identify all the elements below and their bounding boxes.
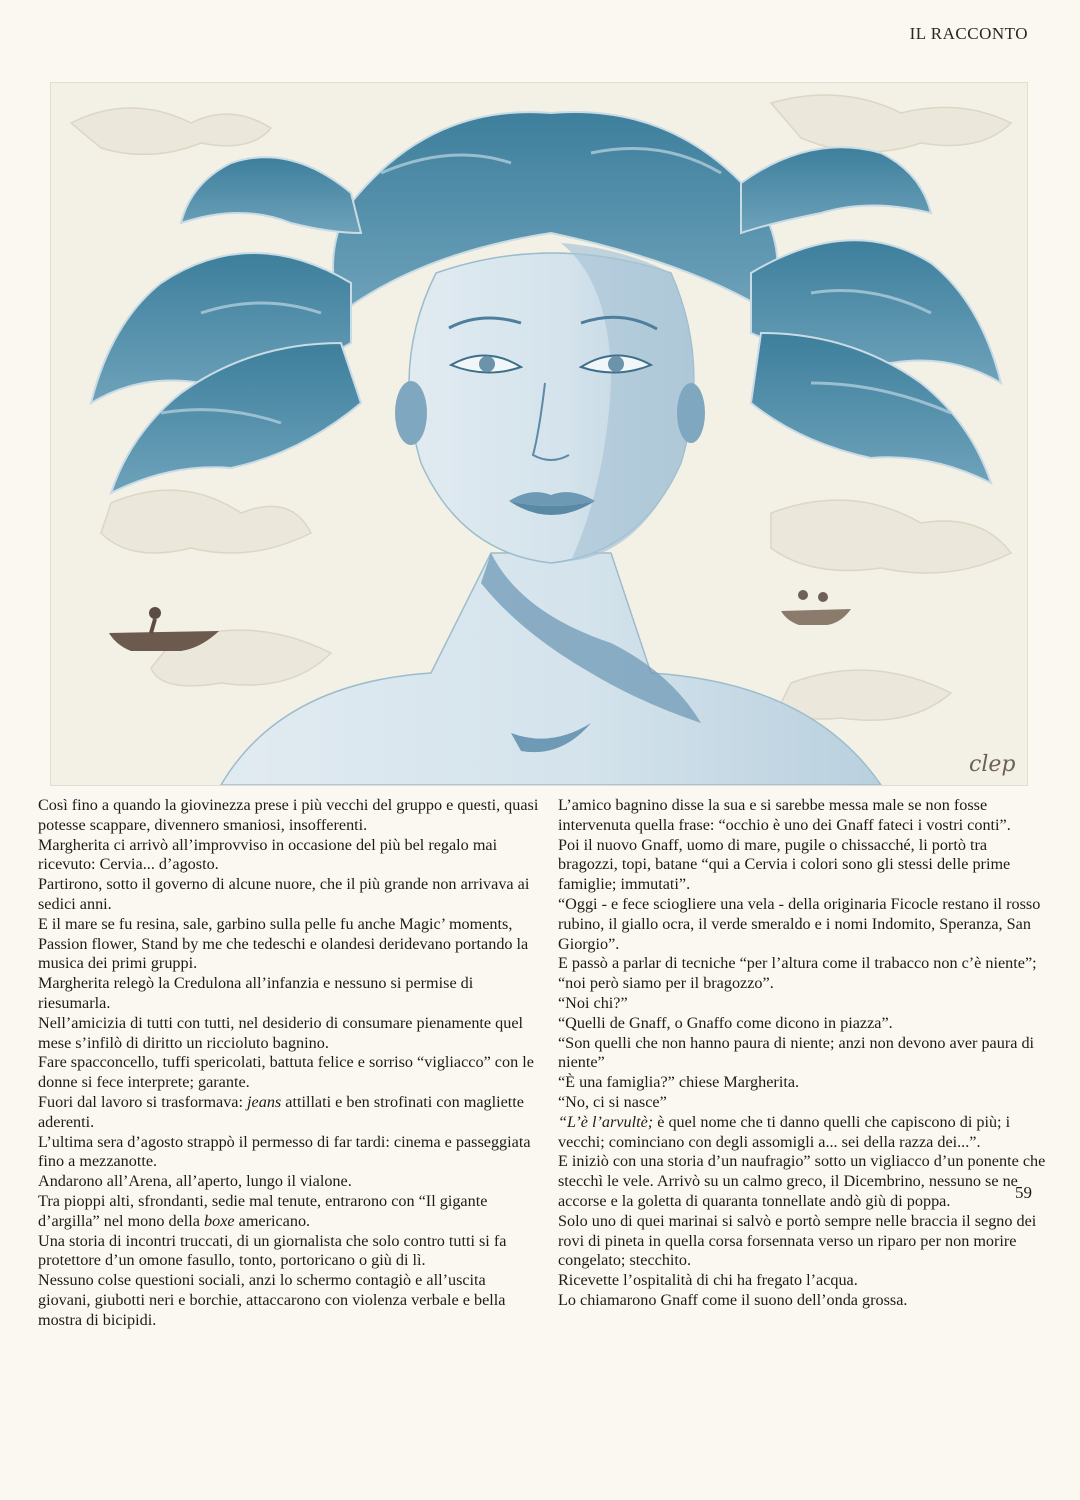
paragraph: “È una famiglia?” chiese Margherita. [558,1073,800,1092]
text-run: è quel nome che ti danno quelli che capiscono di più; i vecchi; cominciano con degli assomigli a... sei della razza dei...”. [558,1112,1011,1151]
face [395,243,705,563]
paragraph: “Oggi - e fece sciogliere una vela - della originaria Ficocle restano il rosso rubino, il giallo ocra, il verde smeraldo e i nomi Indomito, Speranza, San Giorgio”. [558,894,1041,953]
italic-word: jeans [247,1092,282,1111]
paragraph: Solo uno di quei marinai si salvò e portò sempre nelle braccia il segno dei rovi di pineta in quella corsa forsennata verso un riparo per non morire congelato; stecchito. [558,1211,1037,1270]
italic-word: boxe [204,1211,235,1230]
left-column [38,796,542,1331]
paragraph: Lo chiamarono Gnaff come il suono dell’onda grossa. [558,1290,908,1309]
paragraph: E passò a parlar di tecniche “per l’altura come il trabacco non c’è niente”; “noi però siamo per il bragozzo”. [558,954,1037,993]
paragraph: Così fino a quando la giovinezza prese i più vecchi del gruppo e questi, quasi potesse scappare, divennero smaniosi, insofferenti. [38,796,539,834]
paragraph [38,1093,542,1133]
paragraph: Nessuno colse questioni sociali, anzi lo schermo contagiò e all’uscita giovani, giubotti neri e borchie, attaccarono con violenza verbale e bella mostra di bicipidi. [38,1271,506,1329]
section-header: IL RACCONTO [909,24,1028,43]
paragraph: Una storia di incontri truccati, di un giornalista che solo contro tutti si fa protettore d’un omone fasullo, tonto, portoricano o giù di lì. [38,1231,507,1270]
woman-portrait-drawing [51,83,1027,785]
paragraph [558,1113,1048,1153]
artist-signature: clep [969,752,1016,777]
neck-shoulders [221,553,881,785]
paragraph: “Noi chi?” [558,993,628,1012]
paragraph: Partirono, sotto il governo di alcune nuore, che il più grande non arrivava ai sedici anni. [38,875,530,913]
text-run: Fuori dal lavoro si trasformava: [38,1092,248,1111]
paragraph: E iniziò con una storia d’un naufragio” sotto un vigliacco d’un ponente che stecchì le vele. Arrivò su un calmo greco, il Dicembrino, nessuno se ne accorse e la goletta di quaranta tonnellate andò giù di poppa. [558,1152,1046,1210]
paragraph: Margherita relegò la Credulona all’infanzia e nessuno si permise di riesumarla. [38,974,474,1012]
paragraph: Ricevette l’ospitalità di chi ha fregato l’acqua. [558,1271,858,1290]
paragraph: Margherita ci arrivò all’improvviso in occasione del più bel regalo mai ricevuto: Cervia... d’agosto. [38,835,498,874]
paragraph: Fare spacconcello, tuffi spericolati, battuta felice e sorriso “vigliacco” con le donne si fece interprete; garante. [38,1053,534,1092]
text-run: americano. [234,1211,311,1230]
text-run: Tra pioppi alti, sfrondanti, sedie mal tenute, entrarono con “Il gigante d’argilla” nel mono della [38,1191,488,1230]
italic-dialect-phrase: “L’è l’arvultè; [558,1112,654,1131]
paragraph: “No, ci si nasce” [558,1092,667,1111]
paragraph: Nell’amicizia di tutti con tutti, nel desiderio di consumare pienamente quel mese s’infilò di diritto un riccioluto bagnino. [38,1013,524,1052]
paragraph [38,1192,542,1232]
paragraph: L’amico bagnino disse la sua e si sarebbe messa male se non fosse intervenuta quella frase: “occhio è uno dei Gnaff fateci i vostri conti”. [558,796,1011,834]
boat-right [781,590,851,625]
text-run: attillati e ben strofinati con magliette aderenti. [38,1092,524,1131]
paragraph: L’ultima sera d’agosto strappò il permesso di far tardi: cinema e passeggiata fino a mezzanotte. [38,1132,531,1171]
illustration [50,82,1028,786]
paragraph: E il mare se fu resina, sale, garbino sulla pelle fu anche Magic’ moments, Passion flower, Stand by me che tedeschi e olandesi deridevano portando la musica dei primi gruppi. [38,914,529,973]
paragraph: Andarono all’Arena, all’aperto, lungo il vialone. [38,1172,352,1191]
paragraph: “Son quelli che non hanno paura di niente; anzi non devono aver paura di niente” [558,1033,1035,1072]
paragraph: “Quelli de Gnaff, o Gnaffo come dicono in piazza”. [558,1013,893,1032]
paragraph: Poi il nuovo Gnaff, uomo di mare, pugile o chissacché, li portò tra bragozzi, topi, batane “qui a Cervia i colori sono gli stessi delle prime famiglie; immutati”. [558,835,1011,894]
page-number: 59 [1015,1183,1032,1202]
right-column [558,796,1048,1311]
